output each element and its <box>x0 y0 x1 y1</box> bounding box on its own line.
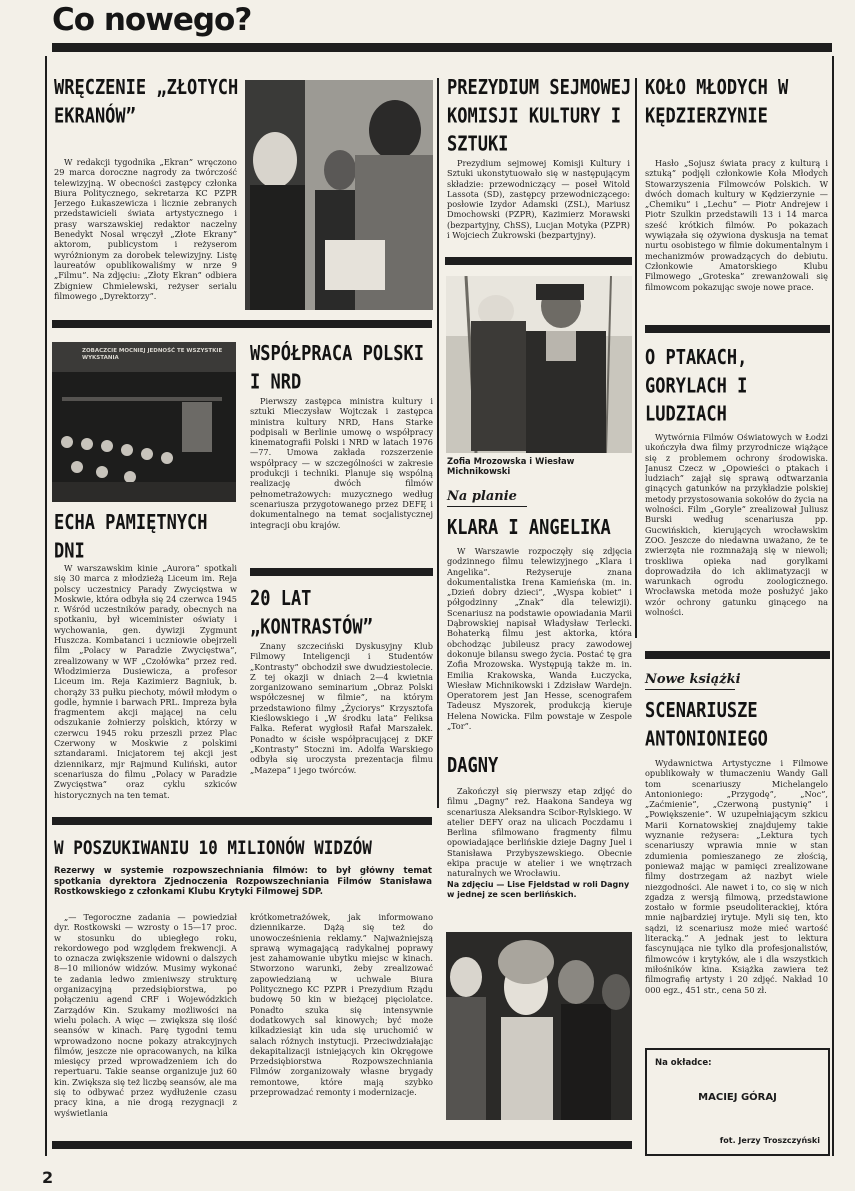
column-rule <box>437 78 439 808</box>
headline-echa: ECHA PAMIĘTNYCH DNI <box>54 511 208 564</box>
headline-scenariusze: SCENARIUSZE ANTONIONIEGO <box>645 699 768 752</box>
headline-ptaki: O PTAKACH, GORYLACH I LUDZIACH <box>645 346 748 427</box>
kicker-underline <box>645 689 735 690</box>
column-rule <box>635 78 637 638</box>
article-dagny: Zakończył się pierwszy etap zdjęć do filmu „Dagny” reż. Haakona Sandeya wg scenariusza Aleksandra Scibor-Rylskiego. W atelier DEFY oraz na ulicach Poczdamu i Berlina sfilmowano fragmenty filmu opowiadające berlińskie dzieje Dagny Juel i Stanisława Przybyszewskiego. Obecnie ekipa pracuje w atelier i we wnętrzach naturalnych we Wrocławiu. <box>447 786 632 878</box>
bottom-rule <box>52 1141 632 1149</box>
section-rule <box>445 257 632 265</box>
article-wspolpraca: Pierwszy zastępca ministra kultury i sztuki Mieczysław Wojtczak i zastępca ministra kultury NRD, Hans Starke podpisali w Berlinie umowę o współpracy kinematografii Polski i NRD w latach 1976—77. Umowa zakłada rozszerzenie współpracy — w szczególności w zakresie produkcji i techniki. Planuje się wspólną realizację dwóch filmów pełnometrażowych: muzycznego według scenariusza przygotowanego przez DEFĘ i dokumentalnego na temat socjalistycznej integracji obu krajów. <box>250 396 433 530</box>
headline-kolo: KOŁO MŁODYCH W KĘDZIERZYNIE <box>645 76 789 129</box>
cover-photo-credit: fot. Jerzy Troszczyński <box>719 1136 820 1145</box>
section-rule <box>645 325 830 333</box>
left-border <box>45 56 47 1156</box>
headline-widzowie: W POSZUKIWANIU 10 MILIONÓW WIDZÓW <box>54 836 372 859</box>
cover-name: MACIEJ GÓRAJ <box>698 1092 777 1103</box>
section-rule <box>52 817 432 825</box>
headline-kontrasty: 20 LAT „KONTRASTÓW” <box>250 587 373 640</box>
kicker-na-planie: Na planie <box>447 489 517 504</box>
article-widzowie-col2: krótkometrażówek, jak informowano dziennikarze. Dążą się też do unowocześnienia reklamy.” Najważniejszą sprawą wymagającą radykalnej poprawy jest zahamowanie ubytku miejsc w kinach. Stworzono warunki, żeby zrealizować zapowiedzianą w uchwale Biura Politycznego KC PZPR i Prezydium Rządu budowę 50 kin w bieżącej pięciolatce. Ponadto szuka się intensywnie dodatkowych sal kinowych; być może kilkadziesiąt kin uda się uruchomić w salach różnych instytucji. Przeciwdziałając dekapitalizacji istniejących kin Okręgowe Przedsiębiorstwa Rozpowszechniania Filmów zorganizowały własne brygady remontowe, które mają szybko przeprowadzać remonty i modernizacje. <box>250 912 433 1098</box>
article-kontrasty: Znany szczeciński Dyskusyjny Klub Filmowy Inteligencji i Studentów „Kontrasty” obchodził swe dwudziestolecie. Z tej okazji w dniach 2—4 kwietnia zorganizowano seminarium „Obraz Polski współczesnej w filmie”, na którym przedstawiono filmy „Życiorys” Krzysztofa Kieślowskiego i „W środku lata” Feliksa Falka. Referat wygłosił Rafał Marszałek. Ponadto w ścisłe współpracującej z DKF „Kontrasty” Stoczni im. Adolfa Warskiego odbyła się uroczysta prezentacja filmu „Mazepa” i jego twórców. <box>250 641 433 775</box>
lead-widzowie: Rezerwy w systemie rozpowszechniania filmów: to był główny temat spotkania dyrektora Zjednoczenia Rozpowszechniania Filmów Stanisława Rostkowskiego z członkami Klubu Krytyki Filmowej SDP. <box>54 866 432 897</box>
film-scene-photo <box>446 932 632 1120</box>
top-rule <box>52 43 832 52</box>
masthead: Co nowego? <box>52 2 252 38</box>
article-widzowie-col1: „— Tegoroczne zadania — powiedział dyr. Rostkowski — wzrosty o 15—17 proc. w stosunku do ubiegłego roku, rekordowego pod względem frekwencji. A to oznacza zwiększenie widowni o dalszych 8—10 milionów widzów. Musimy wykonać te zadania ledwo zmieniwszy strukturę organizacyjną przedsiębiorstwa, po połączeniu agend CRF i Wojewódzkich Zarządów Kin. Szukamy możliwości na wielu polach. A więc — zwiększa się ilość seansów w kinach. Parę tygodni temu wprowadzono nocne pokazy atrakcyjnych filmów, jeszcze nie opracowanych, na kilka miesięcy przed wprowadzeniem ich do repertuaru. Takie seanse organizuje już 60 kin. Zwiększa się też liczbę seansów, ale ma się to odbywać przez wydłużenie czasu pracy kina, a nie drogą rezygnacji z wyświetlania <box>54 912 237 1118</box>
article-ptaki: Wytwórnia Filmów Oświatowych w Łodzi ukończyła dwa filmy przyrodnicze wiążące się z problemem ochrony środowiska. Janusz Czecz w „Opowieści o ptakach i ludziach” zajął się sprawą odtwarzania ginących gatunków na przykładzie polskiej metody przystosowania sokołów do życia na wolności. Film „Goryle” zrealizował Juliusz Burski według scenariusza pp. Gucwińskich, kierujących wrocławskim ZOO. Jeszcze do niedawna uważano, że te zwierzęta nie rozmnażają się w niewoli; troskliwa opieka nad gorylkami doprowadziła do ich aklimatyzacji w warunkach ogrodu zoologicznego. Wrocławska metoda może posłużyć jako wzór ochrony gatunku ginącego na wolności. <box>645 432 828 618</box>
photo-caption-mrozowska: Zofia Mrozowska i Wiesław Michnikowski <box>447 456 575 476</box>
photo-caption-dagny: Na zdjęciu — Lise Fjeldstad w roli Dagny w jednej ze scen berlińskich. <box>447 880 630 899</box>
actors-winter-photo <box>446 276 632 453</box>
cover-info-box <box>645 1048 830 1156</box>
article-kolo: Hasło „Sojusz świata pracy z kulturą i sztuką” podjęli członkowie Koła Młodych Stowarzyszenia Filmowców Polskich. W dwóch domach kultury w Kędzierzynie — „Chemiku” i „Lechu” — Piotr Andrejew i Piotr Szulkin przedstawili 13 i 14 marca sześć krótkich filmów. Po pokazach wywiązała się ożywiona dyskusja na temat nurtu osobistego w filmie dokumentalnym i mechanizmów prowadzących do debiutu. Członkowie Amatorskiego Klubu Filmowego „Groteska” zrewanżowali się filmowcom pokazując swoje nowe prace. <box>645 158 828 292</box>
page-number: 2 <box>42 1168 54 1187</box>
headline-zlote-ekrany: WRĘCZENIE „ZŁOTYCH EKRANÓW” <box>54 76 239 129</box>
kicker-nowe-ksiazki: Nowe książki <box>645 672 741 687</box>
article-zlote-ekrany: W redakcji tygodnika „Ekran” wręczono 29 marca doroczne nagrody za twórczość telewizyjną. W obecności zastępcy członka Biura Politycznego, sekretarza KC PZPR Jerzego Łukaszewicza i licznie zebranych przedstawicieli świata artystycznego i prasy warszawskiej redaktor naczelny Benedykt Nosal wręczył „Złote Ekrany” aktorom, publicystom i reżyserom wyróżnionym za dorobek telewizyjny. Listę laureatów opublikowaliśmy w nrze 9 „Filmu”. Na zdjęciu: „Złoty Ekran” odbiera Zbigniew Chmielewski, reżyser serialu filmowego „Dyrektorzy”. <box>54 157 237 301</box>
section-rule <box>52 320 432 328</box>
article-prezydium: Prezydium sejmowej Komisji Kultury i Sztuki ukonstytuowało się w następującym składzie: przewodniczący — poseł Witold Lassota (SD), zastępcy przewodniczącego: posłowie Izydor Adamski (ZSL), Mariusz Dmochowski (PZPR), Kazimierz Morawski (bezpartyjny, ChSS), Lucjan Motyka (PZPR) i Wojciech Żukrowski (bezpartyjny). <box>447 158 630 241</box>
headline-prezydium: PREZYDIUM SEJMOWEJ KOMISJI KULTURY I SZTUKI <box>447 76 632 157</box>
award-ceremony-photo <box>245 80 433 310</box>
headline-klara: KLARA I ANGELIKA <box>447 516 611 540</box>
photo-banner-text: ZOBACZCIE MOCNIEJ JEDNOŚĆ TE WSZYSTKIE WYKSTANIA <box>82 348 223 361</box>
article-scenariusze: Wydawnictwa Artystyczne i Filmowe opublikowały w tłumaczeniu Wandy Gall tom scenariuszy Michelangelo Antonioniego: „Przygodę”, „Noc”, „Zaćmienie”, „Czerwoną pustynię” i „Powiększenie”. W uzupełniającym szkicu Marii Kornatowskiej znajdujemy takie wyznanie reżysera: „Lektura tych scenariuszy wprawia mnie w stan zdumienia pomieszanego ze złością, ponieważ mając w pamięci zrealizowane filmy dostrzegam aż nazbyt wiele niezgodności. Ale nawet i to, co się w nich zgadza z wersją filmową, przedstawione zostało w formie pseudoliterackiej, która mnie najbardziej irytuje. Myli się ten, kto sądzi, iż scenariusz może mieć wartość literacką.” A jednak jest to lektura fascynująca nie tylko dla profesjonalistów, filmowców i krytyków, ale i dla wszystkich miłośników kina. Książka zawiera też filmografię artysty i 20 zdjęć. Nakład 10 000 egz., 451 str., cena 50 zł. <box>645 758 828 995</box>
kicker-underline <box>447 506 527 507</box>
cover-label: Na okładce: <box>655 1058 712 1068</box>
article-klara: W Warszawie rozpoczęły się zdjęcia godzinnego filmu telewizyjnego „Klara i Angelika”. Reżyseruje znana dokumentalistka Irena Kamieńska (m. in. „Dzień dobry dzieci”, „Wyspa kobiet” i półgodzinny „Znak” dla telewizji). Scenariusz na podstawie opowiadania Marii Dąbrowskiej napisał Władysław Terlecki. Bohaterką filmu jest aktorka, która obchodząc jubileusz pracy zawodowej dokonuje bilansu swego życia. Postać tę gra Zofia Mrozowska. Występują także m. in. Emilia Krakowska, Wanda Łuczycka, Wiesław Michnikowski i Zdzisław Wardejn. Operatorem jest Jan Hesse, scenografem Tadeusz Myszorek, produkcją kieruje Helena Nowicka. Film powstaje w Zespole „Tor”. <box>447 546 632 732</box>
headline-wspolpraca: WSPÓŁPRACA POLSKI I NRD <box>250 342 424 395</box>
right-border <box>832 56 834 1156</box>
section-rule <box>645 651 830 659</box>
assembly-hall-photo <box>52 342 236 502</box>
article-echa: W warszawskim kinie „Aurora” spotkali się 30 marca z młodzieżą Liceum im. Reja polscy uczestnicy Parady Zwycięstwa w Moskwie, która odbyła się 24 czerwca 1945 r. Wśród uczestników parady, obecnych na spotkaniu, był wiceminister oświaty i wychowania, gen. dywizji Zygmunt Huszcza. Kombatanci i uczniowie obejrzeli film „Polacy w Paradzie Zwycięstwa”, zrealizowany w WF „Czołówka” przez red. Włodzimierza Dusiewicza, a profesor Liceum im. Reja Kazimierz Bagniuk, b. chorąży 33 pułku piechoty, mówił młodym o godle, hymnie i barwach PRL. Impreza była fragmentem akcji mającej na celu odszukanie żołnierzy polskich, którzy w czerwcu 1945 roku przeszli przez Plac Czerwony w Moskwie z polskimi sztandarami. Inicjatorem tej akcji jest dziennikarz, mjr Rajmund Kuliński, autor scenariusza do filmu „Polacy w Paradzie Zwycięstwa” oraz cyklu szkiców historycznych na ten temat. <box>54 563 237 800</box>
headline-dagny: DAGNY <box>447 754 499 778</box>
section-rule <box>250 568 433 576</box>
